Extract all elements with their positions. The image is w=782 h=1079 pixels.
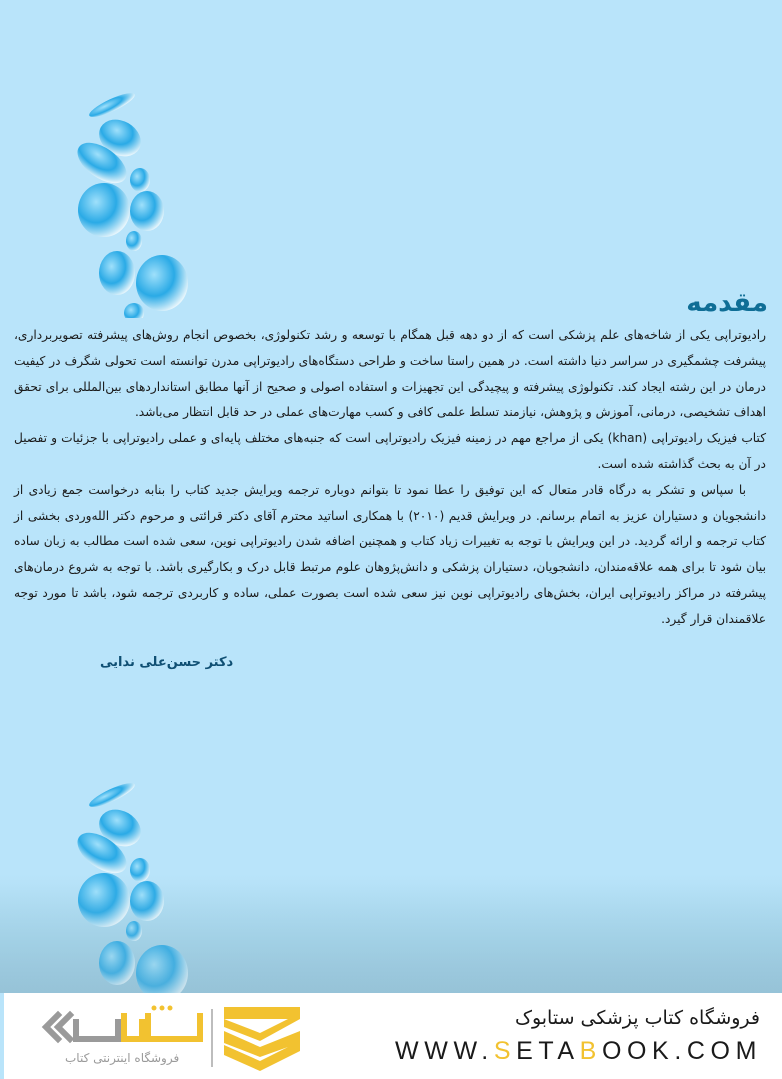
url-accent-letter: S — [493, 1037, 517, 1065]
store-title: فروشگاه کتاب پزشکی ستابوک — [514, 1007, 760, 1029]
footer-edge — [0, 993, 4, 1079]
store-url-link[interactable] — [395, 1037, 762, 1066]
paragraph: کتاب فیزیک رادیوتراپی (khan) یکی از مراجع مهم در زمینه فیزیک رادیوتراپی است که جنبه‌های مختلف پایه‌ای و عملی رادیوتراپی با جزئیات و تفصیل در آن به بحث گذاشته شده است. — [14, 431, 766, 471]
url-part: OOK.COM — [601, 1037, 762, 1065]
paragraph: با سپاس و تشکر به درگاه قادر متعال که این توفیق را عطا نمود تا بتوانم دوباره ترجمه ویرایش جدید کتاب را بنابه درخواست جمع زیادی از دانشجویان و دستیاران عزیز به اتمام برسانم. در ویرایش قدیم (۲۰۱۰) با همکاری اساتید محترم آقای دکتر قرائتی و مرحوم دکتر الله‌وردی بخشی از کتاب ترجمه و ارائه گردید. در این ویرایش با توجه به تغییرات زیاد کتاب و همچنین اضافه شدن رادیوتراپی نوین، سعی شده است مطالب به زبان ساده بیان شود تا برای همه علاقه‌مندان، دانشجویان، دستیاران پزشکی و دانش‌پژوهان علوم مرتبط قابل درک و بکارگیری باشد. با توجه به شروع درمان‌های پیشرفته در مراکز رادیوتراپی ایران، بخش‌های رادیوتراپی نوین نیز سعی شده است بصورت عملی، ساده و کاربردی ترجمه شود، باشد تا مورد توجه علاقمندان قرار گیرد. — [14, 482, 767, 626]
section-heading: مقدمه — [686, 288, 768, 318]
url-part: ETA — [516, 1037, 580, 1065]
body-text — [14, 323, 766, 633]
url-accent-letter: B — [579, 1037, 602, 1065]
double-chevron-icon — [46, 1015, 70, 1039]
author-signature: دکتر حسن‌علی ندایی — [100, 655, 234, 670]
url-part: WWW. — [395, 1037, 494, 1065]
setabook-emblem-icon — [224, 1007, 300, 1071]
store-footer-banner — [0, 993, 782, 1079]
water-bubbles-decoration-top — [62, 88, 192, 318]
water-bubbles-decoration-bottom — [62, 778, 192, 993]
logo-wordmark-icon — [76, 1006, 200, 1040]
paragraph: رادیوتراپی یکی از شاخه‌های علم پزشکی است که از دو دهه قبل همگام با توسعه و رشد تکنولوژی، بخصوص انجام روش‌های پیشرفته تصویربرداری، پیشرفت چشمگیری در سراسر دنیا داشته است. در همین راستا ساخت و طراحی دستگاه‌های رادیوتراپی مدرن توانسته است تحولی شگرف در کیفیت درمان در این رشته ایجاد کند. تکنولوژی پیشرفته و پیچیدگی این تجهیزات و استفاده اصولی و صحیح از آنها مطابق استانداردهای بین‌المللی برای تحقق اهداف تشخیصی، درمانی، آموزش و پژوهش، نیازمند تسلط علمی کافی و کسب مهارت‌های عملی در حد قابل انتظار می‌باشد. — [14, 328, 766, 420]
logo-subtitle: فروشگاه اینترنتی کتاب — [65, 1051, 180, 1065]
